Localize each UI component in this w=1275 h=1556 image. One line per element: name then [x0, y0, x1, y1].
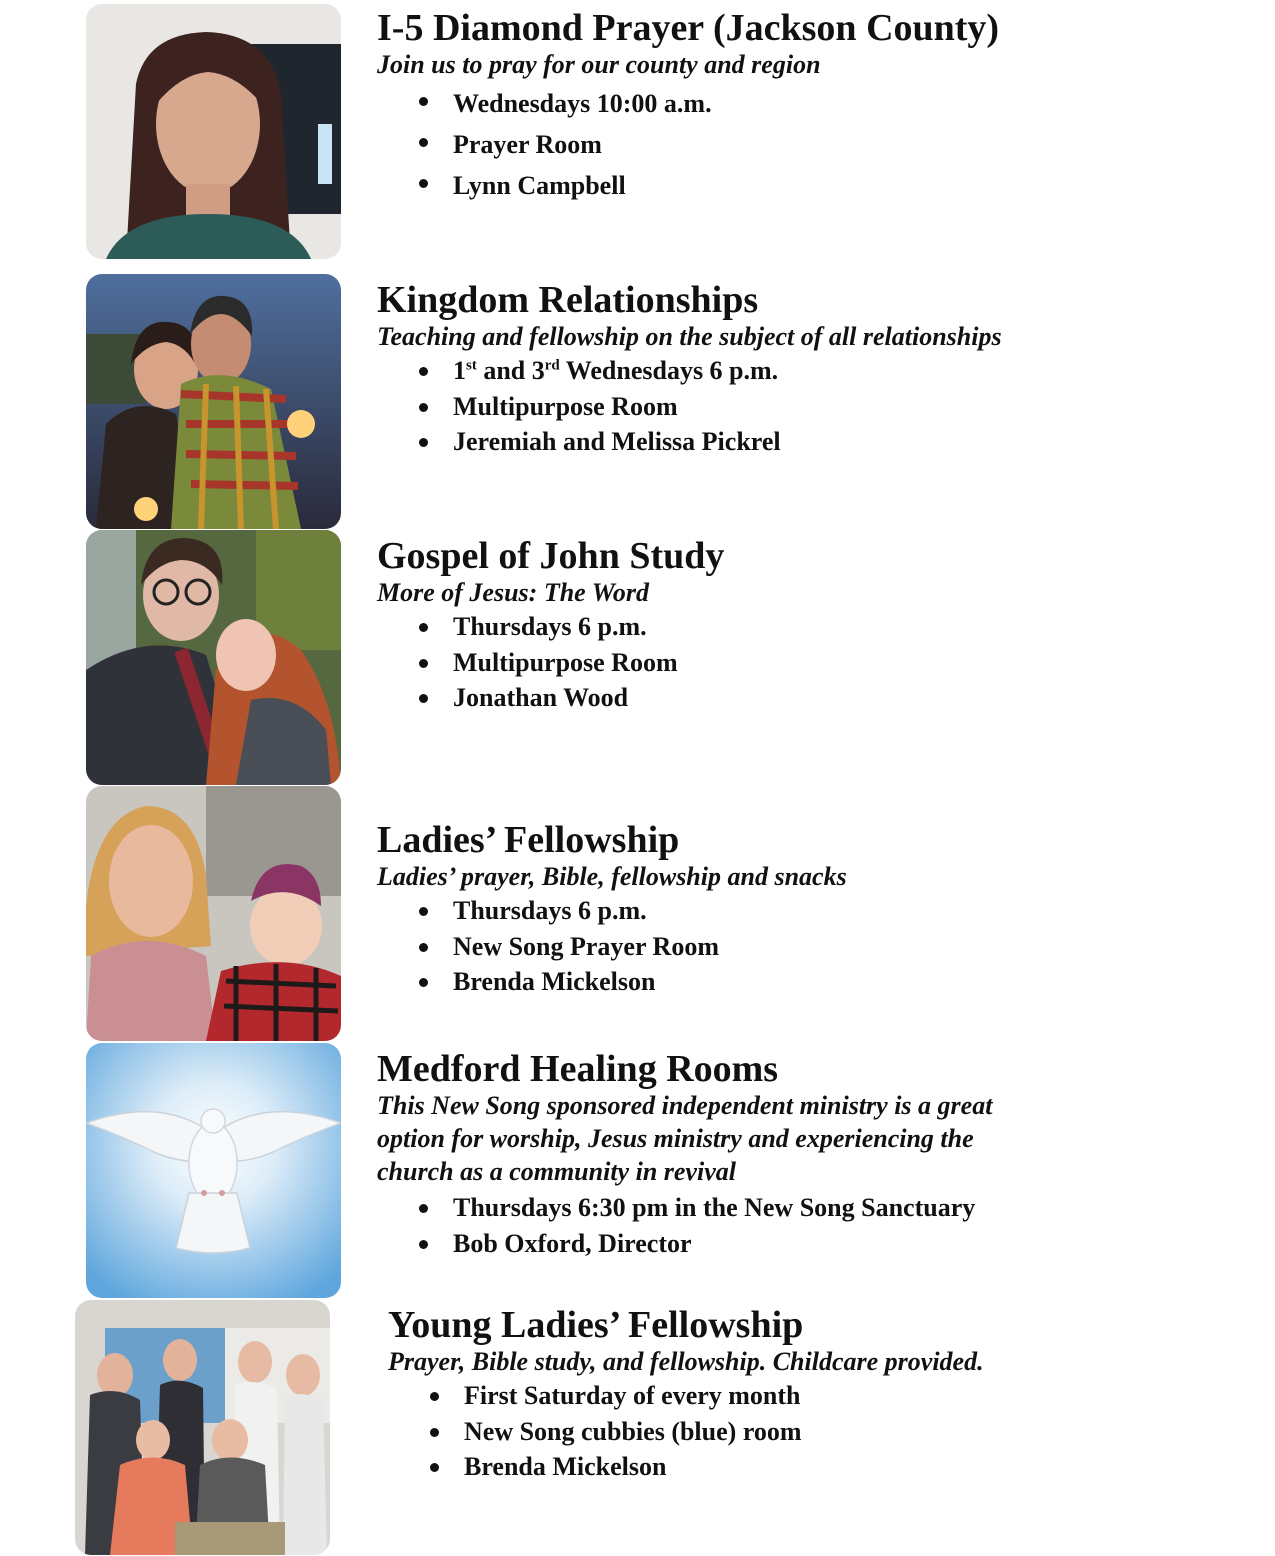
ministry-subtitle-line: church as a community in revival — [377, 1157, 736, 1186]
detail-schedule: First Saturday of every month — [388, 1378, 984, 1414]
detail-schedule: 1st and 3rd Wednesdays 6 p.m. — [377, 353, 1002, 389]
detail-location: Multipurpose Room — [377, 389, 1002, 425]
detail-leader: Jonathan Wood — [377, 680, 724, 716]
detail-schedule: Thursdays 6:30 pm in the New Song Sanctuary — [377, 1190, 992, 1226]
detail-schedule: Wednesdays 10:00 a.m. — [377, 83, 999, 124]
detail-schedule: Thursdays 6 p.m. — [377, 609, 724, 645]
ministry-title: Gospel of John Study — [377, 535, 725, 577]
detail-location: Multipurpose Room — [377, 645, 724, 681]
ministry-title: I-5 Diamond Prayer (Jackson County) — [377, 7, 1000, 49]
detail-location: New Song cubbies (blue) room — [388, 1414, 984, 1450]
ministry-details — [388, 1378, 984, 1485]
dove-image — [86, 1043, 341, 1298]
photo-young-ladies-group — [75, 1300, 330, 1555]
detail-leader: Jeremiah and Melissa Pickrel — [377, 424, 1002, 460]
photo-jonathan-wood — [86, 530, 341, 785]
ministry-title: Kingdom Relationships — [377, 279, 759, 321]
photo-lynn-campbell — [86, 4, 341, 259]
ministry-subtitle: More of Jesus: The Word — [377, 578, 650, 607]
photo-jeremiah-melissa-pickrel — [86, 274, 341, 529]
ministry-details — [377, 609, 724, 716]
detail-location: Prayer Room — [377, 124, 999, 165]
ministry-title: Young Ladies’ Fellowship — [388, 1304, 804, 1346]
ministry-subtitle: Teaching and fellowship on the subject of all relationships — [377, 322, 1002, 351]
detail-leader: Bob Oxford, Director — [377, 1226, 992, 1262]
detail-leader: Brenda Mickelson — [377, 964, 847, 1000]
detail-location: New Song Prayer Room — [377, 929, 847, 965]
ministry-subtitle: Ladies’ prayer, Bible, fellowship and snacks — [377, 862, 847, 891]
detail-leader: Brenda Mickelson — [388, 1449, 984, 1485]
ministry-subtitle: Prayer, Bible study, and fellowship. Childcare provided. — [388, 1347, 984, 1376]
ministry-subtitle: Join us to pray for our county and region — [377, 50, 821, 79]
detail-leader: Lynn Campbell — [377, 165, 999, 206]
ministry-details — [377, 353, 1002, 460]
detail-schedule: Thursdays 6 p.m. — [377, 893, 847, 929]
ministry-subtitle-line: This New Song sponsored independent ministry is a great — [377, 1091, 993, 1120]
ministry-details — [377, 83, 999, 206]
ministry-subtitle-line: option for worship, Jesus ministry and experiencing the — [377, 1124, 974, 1153]
photo-brenda-mickelson — [86, 786, 341, 1041]
ministry-title: Ladies’ Fellowship — [377, 819, 680, 861]
ministry-details — [377, 893, 847, 1000]
ministry-title: Medford Healing Rooms — [377, 1048, 779, 1090]
ministry-details — [377, 1190, 992, 1261]
